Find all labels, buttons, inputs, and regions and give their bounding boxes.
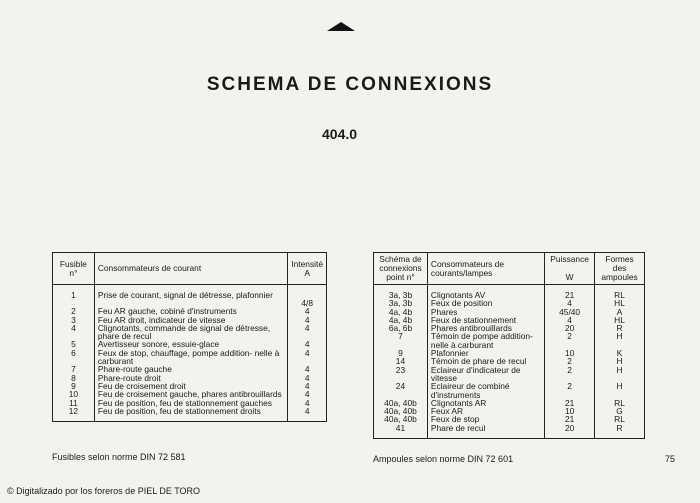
lamp-point-cell: 14 [374, 357, 428, 365]
fuse-number-cell: 6 [53, 349, 95, 366]
fuse-intensity-header: Intensité A [288, 253, 327, 285]
fuse-consumer-cell: Feu AR gauche, cobiné d'instruments [94, 307, 287, 315]
lamp-power-header: Puissance W [545, 253, 595, 285]
fuse-row [53, 349, 327, 366]
fuse-consumer-cell: Clignotants, commande de signal de détresse, phare de recul [94, 324, 287, 341]
fuse-intensity-cell: 4 [288, 407, 327, 422]
fuse-caption: Fusibles selon norme DIN 72 581 [52, 452, 186, 462]
lamp-consumer-cell: Feux de position [427, 299, 544, 307]
fuse-consumer-cell: Phare-route droit [94, 374, 287, 382]
fuse-intensity-cell: 4 [288, 349, 327, 366]
model-number: 404.0 [322, 126, 358, 142]
lamp-table [373, 252, 645, 439]
lamp-caption: Ampoules selon norme DIN 72 601 [373, 454, 514, 464]
lamp-row [374, 285, 645, 300]
lamp-power-cell: 21 [545, 285, 595, 300]
lamp-row [374, 415, 645, 423]
lamp-consumer-cell: Témoin de pompe addition- nelle à carburant [427, 332, 544, 349]
lamp-consumer-cell: Feux AR [427, 407, 544, 415]
lamp-row [374, 299, 645, 307]
fuse-intensity-cell: 4 [288, 365, 327, 373]
lamp-form-cell: RL [595, 415, 645, 423]
fuse-number-cell: 9 [53, 382, 95, 390]
lamp-point-cell: 7 [374, 332, 428, 349]
fuse-number-cell: 7 [53, 365, 95, 373]
lamp-consumer-cell: Phares [427, 308, 544, 316]
page-title: SCHEMA DE CONNEXIONS [206, 74, 494, 95]
fuse-intensity-cell: 4 [288, 307, 327, 315]
fuse-consumer-cell: Feu de position, feu de stationnement gauches [94, 399, 287, 407]
fuse-number-cell: 5 [53, 340, 95, 348]
fuse-consumers-header: Consommateurs de courant [94, 253, 287, 285]
lamp-power-cell: 20 [545, 424, 595, 439]
fuse-consumer-cell: Feu de croisement droit [94, 382, 287, 390]
lamp-form-cell: H [595, 332, 645, 349]
lamp-form-cell: RL [595, 285, 645, 300]
fuse-row [53, 285, 327, 308]
lamp-point-cell: 24 [374, 382, 428, 399]
lamp-point-cell: 40a, 40b [374, 415, 428, 423]
fuse-number-cell: 1 [53, 285, 95, 308]
lamp-power-cell: 10 [545, 407, 595, 415]
lamp-power-cell: 21 [545, 399, 595, 407]
fuse-consumer-cell: Feu AR droit, indicateur de vitesse [94, 316, 287, 324]
lamp-power-cell: 45/40 [545, 308, 595, 316]
credit-line: © Digitalizado por los foreros de PIEL DE TORO [7, 486, 201, 496]
fuse-row [53, 365, 327, 373]
fuse-number-header: Fusible n° [53, 253, 95, 285]
lamp-point-cell: 9 [374, 349, 428, 357]
lamp-power-cell: 2 [545, 382, 595, 399]
fuse-number-cell: 10 [53, 390, 95, 398]
lamp-form-cell: RL [595, 399, 645, 407]
lamp-power-cell: 10 [545, 349, 595, 357]
lamp-form-cell: H [595, 382, 645, 399]
fuse-intensity-cell: 4 [288, 382, 327, 390]
lamp-consumer-cell: Feux de stationnement [427, 316, 544, 324]
fuse-intensity-cell: 4 [288, 316, 327, 324]
fuse-intensity-cell: 4 [288, 374, 327, 382]
lamp-power-cell: 2 [545, 357, 595, 365]
lamp-form-cell: HL [595, 316, 645, 324]
lamp-form-cell: G [595, 407, 645, 415]
lamp-power-cell: 4 [545, 316, 595, 324]
lamp-row [374, 332, 645, 349]
lamp-form-cell: H [595, 357, 645, 365]
lamp-point-cell: 40a, 40b [374, 399, 428, 407]
fuse-intensity-cell: 4 [288, 340, 327, 348]
lamp-consumer-cell: Phare de recul [427, 424, 544, 439]
fuse-row [53, 324, 327, 341]
lamp-point-cell: 41 [374, 424, 428, 439]
lamp-row [374, 366, 645, 383]
fuse-row [53, 374, 327, 382]
fuse-consumer-cell: Feu de position, feu de stationnement droits [94, 407, 287, 422]
lamp-point-cell: 3a, 3b [374, 285, 428, 300]
lamp-consumer-cell: Clignotants AR [427, 399, 544, 407]
lamp-consumer-cell: Eclaireur d'indicateur de vitesse [427, 366, 544, 383]
fuse-number-cell: 12 [53, 407, 95, 422]
fuse-number-cell: 4 [53, 324, 95, 341]
lamp-row [374, 424, 645, 439]
lamp-power-cell: 4 [545, 299, 595, 307]
lamp-point-cell: 40a, 40b [374, 407, 428, 415]
lamp-point-header: Schéma de connexions point n° [374, 253, 428, 285]
fuse-number-cell: 3 [53, 316, 95, 324]
lamp-consumer-cell: Témoin de phare de recul [427, 357, 544, 365]
lamp-consumer-cell: Phares antibrouillards [427, 324, 544, 332]
lamp-power-cell: 20 [545, 324, 595, 332]
fuse-intensity-cell: 4 [288, 399, 327, 407]
lamp-consumers-header: Consommateurs de courants/lampes [427, 253, 544, 285]
fuse-consumer-cell: Avertisseur sonore, essuie-glace [94, 340, 287, 348]
fuse-number-cell: 11 [53, 399, 95, 407]
fuse-consumer-cell: Feux de stop, chauffage, pompe addition- nelle à carburant [94, 349, 287, 366]
fuse-intensity-cell: 4 [288, 390, 327, 398]
fuse-intensity-cell: 4/8 [288, 285, 327, 308]
lamp-form-cell: K [595, 349, 645, 357]
lamp-consumer-cell: Eclaireur de combiné d'instruments [427, 382, 544, 399]
lamp-form-cell: HL [595, 299, 645, 307]
lamp-point-cell: 23 [374, 366, 428, 383]
lamp-consumer-cell: Clignotants AV [427, 285, 544, 300]
lamp-point-cell: 4a, 4b [374, 316, 428, 324]
lamp-forms-header: Formes des ampoules [595, 253, 645, 285]
fuse-consumer-cell: Phare-route gauche [94, 365, 287, 373]
lamp-consumer-cell: Plafonnier [427, 349, 544, 357]
lamp-power-cell: 2 [545, 366, 595, 383]
fuse-row [53, 407, 327, 422]
fuse-intensity-cell: 4 [288, 324, 327, 341]
fuse-consumer-cell: Feu de croisement gauche, phares antibrouillards [94, 390, 287, 398]
lamp-form-cell: R [595, 324, 645, 332]
lamp-point-cell: 3a, 3b [374, 299, 428, 307]
fuse-consumer-cell: Prise de courant, signal de détresse, plafonnier [94, 285, 287, 308]
lamp-power-cell: 2 [545, 332, 595, 349]
lamp-consumer-cell: Feux de stop [427, 415, 544, 423]
lamp-power-cell: 21 [545, 415, 595, 423]
lamp-row [374, 382, 645, 399]
fuse-number-cell: 8 [53, 374, 95, 382]
up-arrow-icon [327, 22, 355, 31]
fuse-table [52, 252, 327, 422]
lamp-form-cell: H [595, 366, 645, 383]
lamp-point-cell: 4a, 4b [374, 308, 428, 316]
lamp-point-cell: 6a, 6b [374, 324, 428, 332]
lamp-form-cell: R [595, 424, 645, 439]
fuse-number-cell: 2 [53, 307, 95, 315]
lamp-form-cell: A [595, 308, 645, 316]
page-number: 75 [665, 454, 676, 464]
